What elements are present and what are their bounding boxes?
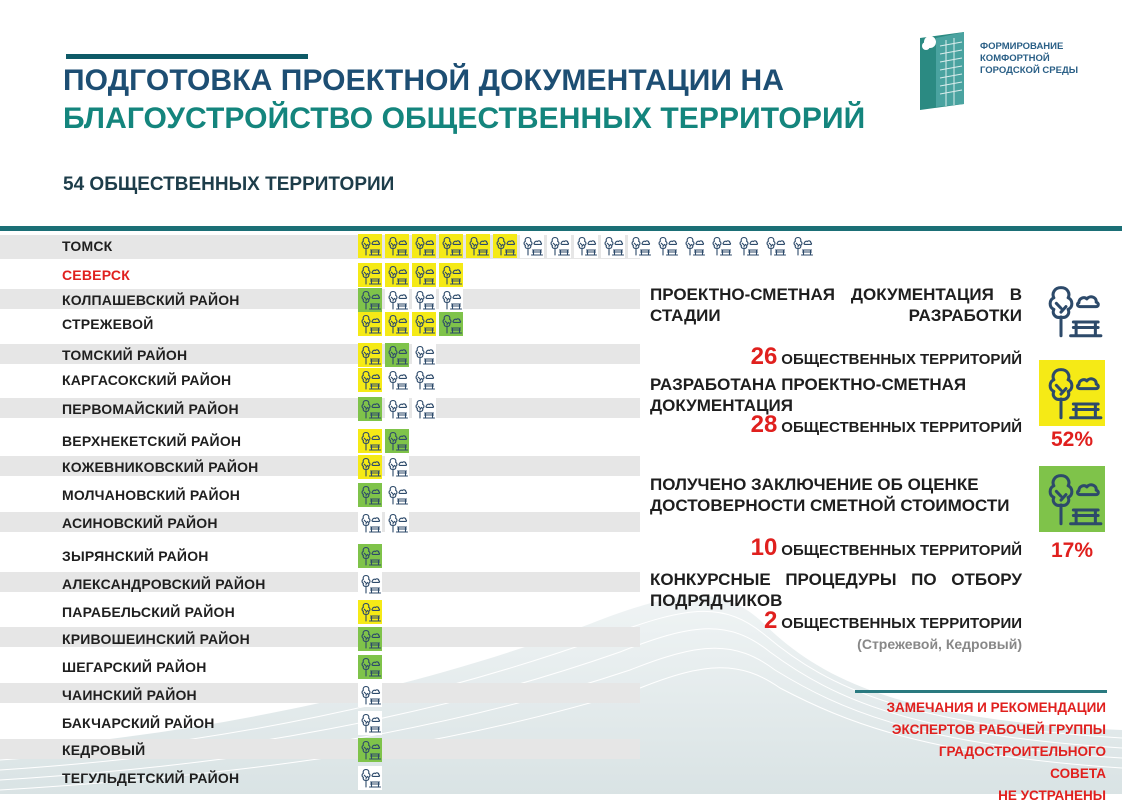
territory-icons bbox=[358, 683, 382, 707]
territory-icons bbox=[358, 627, 382, 651]
logo-text-line: ФОРМИРОВАНИЕ bbox=[980, 41, 1064, 52]
stat-number: 26 bbox=[750, 343, 778, 370]
page-title-line1: ПОДГОТОВКА ПРОЕКТНОЙ ДОКУМЕНТАЦИИ НА bbox=[63, 64, 785, 97]
tree-bench-icon bbox=[385, 312, 409, 336]
tree-bench-icon bbox=[358, 766, 382, 790]
territory-icons bbox=[358, 711, 382, 735]
territory-label: АСИНОВСКИЙ РАЙОН bbox=[62, 515, 218, 531]
tree-bench-icon bbox=[682, 234, 706, 258]
territory-label: АЛЕКСАНДРОВСКИЙ РАЙОН bbox=[62, 576, 266, 592]
title-accent-bar bbox=[66, 54, 308, 59]
tree-bench-icon bbox=[385, 455, 409, 479]
territory-icons bbox=[358, 429, 409, 453]
territory-label: ТОМСК bbox=[62, 238, 113, 254]
tree-bench-icon bbox=[358, 288, 382, 312]
stat-percent: 17% bbox=[1051, 539, 1094, 562]
territory-icons bbox=[358, 544, 382, 568]
remark-divider bbox=[855, 690, 1107, 693]
tree-bench-icon bbox=[628, 234, 652, 258]
tree-bench-icon bbox=[385, 511, 409, 535]
section-divider bbox=[0, 226, 1122, 231]
tree-bench-icon bbox=[412, 288, 436, 312]
tree-bench-icon bbox=[385, 368, 409, 392]
territory-label: ЗЫРЯНСКИЙ РАЙОН bbox=[62, 548, 209, 564]
tree-bench-icon bbox=[493, 234, 517, 258]
tree-bench-icon bbox=[358, 683, 382, 707]
territory-label: ПАРАБЕЛЬСКИЙ РАЙОН bbox=[62, 604, 235, 620]
territory-icons bbox=[358, 455, 409, 479]
territory-icons bbox=[358, 234, 814, 258]
stat-title: ПОЛУЧЕНО ЗАКЛЮЧЕНИЕ ОБ ОЦЕНКЕ ДОСТОВЕРНОСТИ СМЕТНОЙ СТОИМОСТИ bbox=[650, 475, 1010, 515]
tree-bench-icon bbox=[358, 511, 382, 535]
tree-bench-icon bbox=[358, 627, 382, 651]
tree-bench-icon bbox=[358, 544, 382, 568]
territory-icons bbox=[358, 600, 382, 624]
tree-bench-icon bbox=[385, 343, 409, 367]
stat-number: 10 bbox=[750, 534, 778, 561]
stat-title: КОНКУРСНЫЕ ПРОЦЕДУРЫ ПО ОТБОРУ ПОДРЯДЧИКОВ bbox=[650, 570, 1022, 610]
territory-icons bbox=[358, 343, 436, 367]
territory-label: МОЛЧАНОВСКИЙ РАЙОН bbox=[62, 487, 241, 503]
territory-icons bbox=[358, 312, 463, 336]
territory-icons bbox=[358, 572, 382, 596]
tree-bench-icon bbox=[358, 397, 382, 421]
tree-bench-icon bbox=[358, 655, 382, 679]
tree-bench-icon bbox=[358, 711, 382, 735]
expert-remarks-note bbox=[826, 697, 1106, 807]
tree-bench-icon bbox=[385, 234, 409, 258]
tree-bench-icon bbox=[655, 234, 679, 258]
tree-bench-icon bbox=[439, 234, 463, 258]
stat-number: 28 bbox=[750, 411, 778, 438]
tree-bench-legend-icon bbox=[1039, 360, 1105, 426]
tree-bench-icon bbox=[412, 397, 436, 421]
territory-label: ПЕРВОМАЙСКИЙ РАЙОН bbox=[62, 401, 239, 417]
territory-icons bbox=[358, 397, 436, 421]
tree-bench-icon bbox=[466, 234, 490, 258]
territory-label: ТЕГУЛЬДЕТСКИЙ РАЙОН bbox=[62, 770, 240, 786]
tree-bench-icon bbox=[601, 234, 625, 258]
tree-bench-icon bbox=[358, 455, 382, 479]
tree-bench-icon bbox=[547, 234, 571, 258]
tree-bench-icon bbox=[358, 343, 382, 367]
tree-bench-icon bbox=[358, 429, 382, 453]
logo-text-line: ГОРОДСКОЙ СРЕДЫ bbox=[980, 65, 1079, 76]
tree-bench-icon bbox=[385, 429, 409, 453]
stat-percent: 52% bbox=[1051, 428, 1094, 451]
tree-bench-legend-icon bbox=[1039, 278, 1105, 344]
tree-bench-icon bbox=[763, 234, 787, 258]
tree-bench-icon bbox=[709, 234, 733, 258]
territory-icons bbox=[358, 288, 463, 312]
remark-line: СОВЕТА bbox=[1050, 766, 1106, 781]
stat-count bbox=[751, 534, 1022, 562]
territory-icons bbox=[358, 511, 409, 535]
tree-bench-icon bbox=[358, 483, 382, 507]
territory-icons bbox=[358, 483, 409, 507]
remark-line: НЕ УСТРАНЕНЫ bbox=[998, 788, 1106, 803]
territory-icons bbox=[358, 738, 382, 762]
tree-bench-icon bbox=[439, 263, 463, 287]
territory-label: ТОМСКИЙ РАЙОН bbox=[62, 347, 188, 363]
territory-label: СТРЕЖЕВОЙ bbox=[62, 316, 154, 332]
tree-bench-icon bbox=[358, 572, 382, 596]
tree-bench-icon bbox=[439, 312, 463, 336]
territory-label: КЕДРОВЫЙ bbox=[62, 742, 146, 758]
stat-suffix: ОБЩЕСТВЕННЫХ ТЕРРИТОРИЙ bbox=[781, 542, 1022, 559]
tree-bench-icon bbox=[520, 234, 544, 258]
tree-bench-icon bbox=[385, 397, 409, 421]
program-logo-text bbox=[980, 41, 1078, 77]
tree-bench-icon bbox=[790, 234, 814, 258]
tree-bench-icon bbox=[358, 312, 382, 336]
tree-bench-icon bbox=[736, 234, 760, 258]
tree-bench-icon bbox=[412, 343, 436, 367]
stat-count bbox=[751, 343, 1022, 371]
tree-bench-legend-icon bbox=[1039, 466, 1105, 532]
tree-bench-icon bbox=[412, 312, 436, 336]
tree-bench-icon bbox=[439, 288, 463, 312]
tree-bench-icon bbox=[358, 234, 382, 258]
page-title-line2: БЛАГОУСТРОЙСТВО ОБЩЕСТВЕННЫХ ТЕРРИТОРИЙ bbox=[63, 102, 866, 135]
logo-text-line: КОМФОРТНОЙ bbox=[980, 53, 1050, 64]
tree-bench-icon bbox=[358, 738, 382, 762]
territory-icons bbox=[358, 655, 382, 679]
tree-bench-icon bbox=[358, 263, 382, 287]
territory-label: ШЕГАРСКИЙ РАЙОН bbox=[62, 659, 207, 675]
tree-bench-icon bbox=[358, 600, 382, 624]
territory-label: КРИВОШЕИНСКИЙ РАЙОН bbox=[62, 631, 250, 647]
territory-label: КОЖЕВНИКОВСКИЙ РАЙОН bbox=[62, 459, 259, 475]
tree-bench-icon bbox=[412, 234, 436, 258]
stat-count bbox=[764, 607, 1022, 635]
tree-bench-icon bbox=[412, 263, 436, 287]
tree-bench-icon bbox=[385, 263, 409, 287]
territory-icons bbox=[358, 766, 382, 790]
stat-title: РАЗРАБОТАНА ПРОЕКТНО-СМЕТНАЯ ДОКУМЕНТАЦИЯ bbox=[650, 375, 967, 415]
stat-count bbox=[751, 411, 1022, 439]
stat-title: ПРОЕКТНО-СМЕТНАЯ ДОКУМЕНТАЦИЯ В СТАДИИ РАЗРАБОТКИ bbox=[650, 285, 1022, 325]
territory-label: ВЕРХНЕКЕТСКИЙ РАЙОН bbox=[62, 433, 242, 449]
remark-line: ЗАМЕЧАНИЯ И РЕКОМЕНДАЦИИ bbox=[886, 700, 1106, 715]
remark-line: ГРАДОСТРОИТЕЛЬНОГО bbox=[938, 744, 1106, 759]
territory-icons bbox=[358, 368, 436, 392]
remark-line: ЭКСПЕРТОВ РАБОЧЕЙ ГРУППЫ bbox=[891, 722, 1106, 737]
stat-suffix: ОБЩЕСТВЕННЫХ ТЕРРИТОРИИ bbox=[781, 615, 1022, 632]
territory-label: СЕВЕРСК bbox=[62, 267, 130, 283]
stat-note: (Стрежевой, Кедровый) bbox=[857, 636, 1022, 652]
territory-icons bbox=[358, 263, 463, 287]
territories-count-subtitle: 54 ОБЩЕСТВЕННЫХ ТЕРРИТОРИИ bbox=[63, 174, 395, 195]
tree-bench-icon bbox=[385, 288, 409, 312]
stat-suffix: ОБЩЕСТВЕННЫХ ТЕРРИТОРИЙ bbox=[781, 419, 1022, 436]
territory-label: БАКЧАРСКИЙ РАЙОН bbox=[62, 715, 215, 731]
stat-suffix: ОБЩЕСТВЕННЫХ ТЕРРИТОРИЙ bbox=[781, 351, 1022, 368]
tree-bench-icon bbox=[385, 483, 409, 507]
territory-label: КОЛПАШЕВСКИЙ РАЙОН bbox=[62, 292, 240, 308]
tree-bench-icon bbox=[412, 368, 436, 392]
territory-label: ЧАИНСКИЙ РАЙОН bbox=[62, 687, 197, 703]
tree-bench-icon bbox=[358, 368, 382, 392]
page-title bbox=[63, 62, 865, 138]
stat-number: 2 bbox=[763, 607, 778, 634]
tree-bench-icon bbox=[574, 234, 598, 258]
territory-label: КАРГАСОКСКИЙ РАЙОН bbox=[62, 372, 232, 388]
